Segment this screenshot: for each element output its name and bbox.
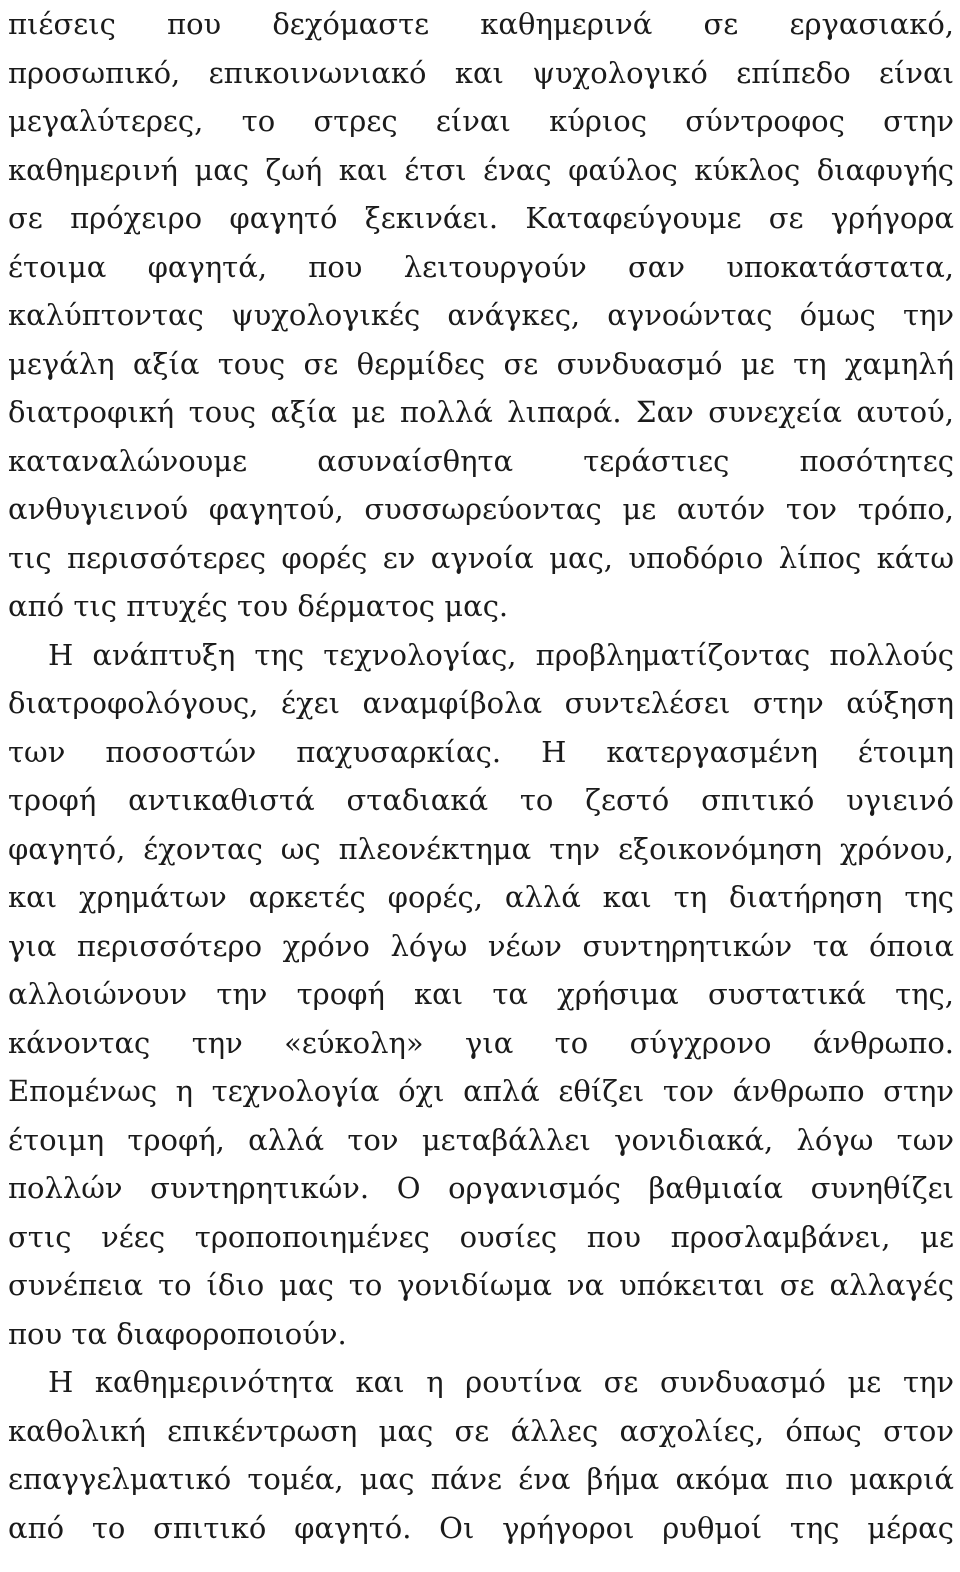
text-line: τις περισσότερες φορές εν αγνοία μας, υποδόριο λίπος κάτω [8, 540, 954, 575]
text-line: καλύπτοντας ψυχολογικές ανάγκες, αγνοώντας όμως την [8, 298, 954, 332]
text-line: για περισσότερο χρόνο λόγω νέων συντηρητικών τα όποια [8, 928, 954, 963]
text-line: από τις πτυχές του δέρματος μας. [8, 589, 509, 623]
body-text [8, 0, 954, 1552]
text-line: πολλών συντηρητικών. Ο οργανισμός βαθμιαία συνηθίζει [8, 1171, 954, 1205]
text-line: έτοιμα φαγητά, που λειτουργούν σαν υποκατάστατα, [8, 249, 954, 284]
text-line: μεγαλύτερες, το στρες είναι κύριος σύντροφος στην [8, 104, 954, 138]
text-line: των ποσοστών παχυσαρκίας. Η κατεργασμένη έτοιμη [8, 734, 954, 769]
text-line: καθημερινή μας ζωή και έτσι ένας φαύλος κύκλος διαφυγής [8, 152, 954, 187]
text-line: από το σπιτικό φαγητό. Οι γρήγοροι ρυθμοί της μέρας [8, 1510, 954, 1545]
text-line: καθολική επικέντρωση μας σε άλλες ασχολίες, όπως στον [8, 1413, 954, 1448]
text-line: τροφή αντικαθιστά σταδιακά το ζεστό σπιτικό υγιεινό [8, 783, 954, 817]
text-line: μεγάλη αξία τους σε θερμίδες σε συνδυασμό με τη χαμηλή [8, 346, 954, 381]
text-line: αλλοιώνουν την τροφή και τα χρήσιμα συστατικά της, [8, 977, 954, 1011]
text-line: Η ανάπτυξη της τεχνολογίας, προβληματίζοντας πολλούς [48, 637, 954, 672]
text-line: Η καθημερινότητα και η ρουτίνα σε συνδυασμό με την [48, 1365, 954, 1399]
text-line: κάνοντας την «εύκολη» για το σύγχρονο άνθρωπο. [8, 1025, 954, 1060]
text-line: και χρημάτων αρκετές φορές, αλλά και τη διατήρηση της [8, 880, 954, 914]
text-line: καταναλώνουμε ασυναίσθητα τεράστιες ποσότητες [8, 443, 954, 478]
text-line: διατροφολόγους, έχει αναμφίβολα συντελέσει στην αύξηση [8, 686, 954, 720]
text-line: φαγητό, έχοντας ως πλεονέκτημα την εξοικονόμηση χρόνου, [8, 831, 954, 866]
text-line: που τα διαφοροποιούν. [8, 1316, 347, 1351]
text-line: σε πρόχειρο φαγητό ξεκινάει. Καταφεύγουμε σε γρήγορα [8, 201, 954, 235]
text-line: συνέπεια το ίδιο μας το γονιδίωμα να υπόκειται σε αλλαγές [8, 1268, 954, 1302]
text-line: ανθυγιεινού φαγητού, συσσωρεύοντας με αυτόν τον τρόπο, [8, 492, 954, 526]
text-line: έτοιμη τροφή, αλλά τον μεταβάλλει γονιδιακά, λόγω των [8, 1122, 954, 1157]
text-line: προσωπικό, επικοινωνιακό και ψυχολογικό επίπεδο είναι [8, 55, 954, 90]
text-line: επαγγελματικό τομέα, μας πάνε ένα βήμα ακόμα πιο μακριά [8, 1462, 954, 1496]
text-line: πιέσεις που δεχόμαστε καθημερινά σε εργασιακό, [8, 7, 954, 41]
text-line: διατροφική τους αξία με πολλά λιπαρά. Σαν συνεχεία αυτού, [8, 395, 954, 429]
text-line: στις νέες τροποποιημένες ουσίες που προσλαμβάνει, με [8, 1219, 954, 1254]
text-line: Επομένως η τεχνολογία όχι απλά εθίζει τον άνθρωπο στην [8, 1074, 954, 1108]
